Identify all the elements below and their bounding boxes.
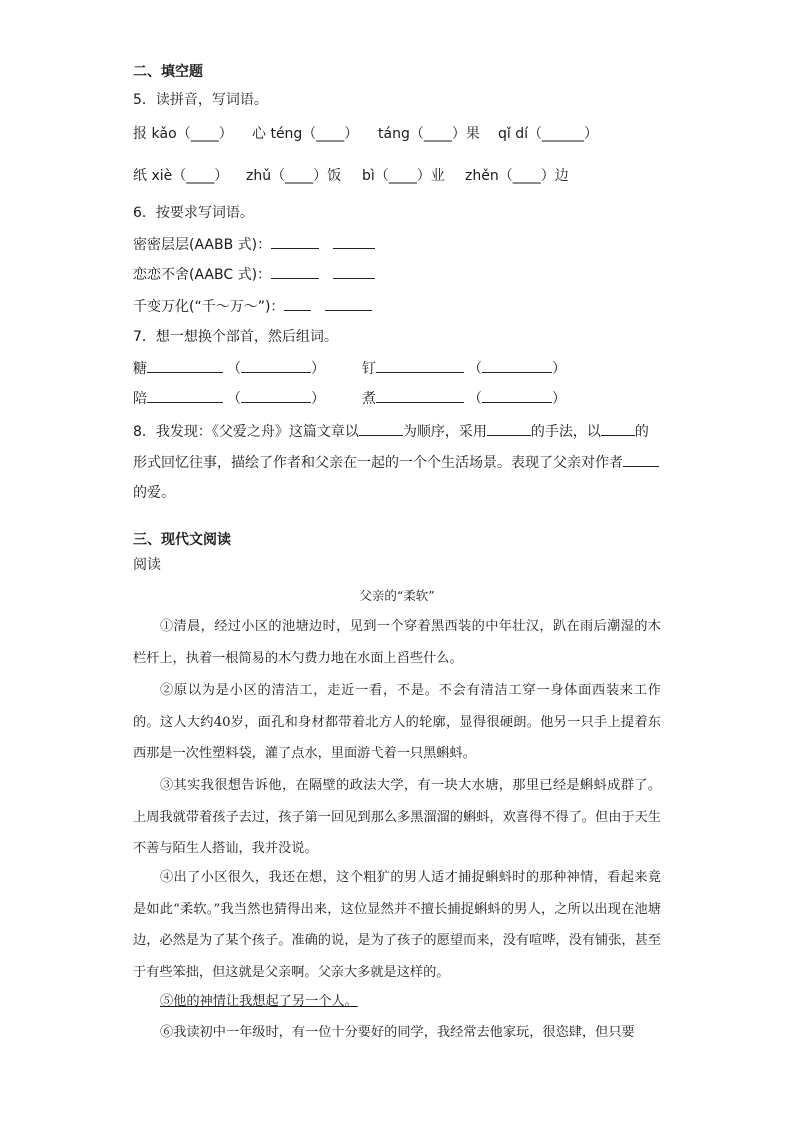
question-5-prompt: 5．读拼音，写词语。	[133, 92, 268, 108]
article-paragraph-2: ②原以为是小区的清洁工，走近一看，不是。不会有清洁工穿一身体面西装来工作的。这人大约40岁，面孔和身材都带着北方人的轮廓，显得很硬朗。他另一只手上提着东西那是一次性塑料袋，灌了点水，里面游弋着一只黑蝌蚪。	[133, 683, 661, 761]
question-6-prompt: 6．按要求写词语。	[133, 205, 254, 221]
q7-item-3	[133, 388, 325, 409]
q6-item-1	[133, 234, 375, 255]
paren-close: ）	[552, 361, 566, 377]
paren-open: （	[468, 391, 482, 407]
q5-item-6: zhǔ（____）饭	[246, 168, 342, 184]
q8-text-c: 的手法，以	[530, 424, 601, 440]
article-paragraph-3: ③其实我很想告诉他，在隔壁的政法大学，有一块大水塘，那里已经是蝌蚪成群了。上周我就带着孩子去过，孩子第一回见到那么多黑溜溜的蝌蚪，欢喜得不得了。但由于天生不善与陌生人搭讪，我并没说。	[133, 778, 661, 856]
answer-blank[interactable]	[271, 264, 319, 279]
section-heading-fill-blank: 二、填空题	[133, 64, 203, 80]
q8-line-1	[133, 421, 649, 442]
answer-blank[interactable]	[271, 234, 319, 249]
q5-item-4: qǐ dí（______）	[498, 126, 599, 142]
q7-char: 煮	[362, 391, 376, 407]
q6-item-2	[133, 264, 375, 285]
article-paragraph-5: ⑤他的神情让我想起了另一个人。	[160, 994, 358, 1009]
q7-char: 陪	[133, 391, 147, 407]
q7-item-2	[362, 358, 566, 379]
answer-blank[interactable]	[333, 234, 375, 249]
q8-text-d: 的	[634, 424, 649, 440]
paren-close: ）	[311, 391, 325, 407]
q5-item-5: 纸 xiè（____）	[133, 168, 229, 184]
q5-item-1: 报 kǎo（____）	[133, 126, 233, 142]
q5-item-3: táng（____）果	[378, 126, 480, 142]
q8-text-b: 为顺序，采用	[402, 424, 487, 440]
answer-blank[interactable]	[284, 296, 311, 311]
q8-text-e: 形式回忆往事，描绘了作者和父亲在一起的一个个生活场景。表现了父亲对作者	[133, 455, 623, 471]
answer-blank[interactable]	[482, 388, 552, 403]
q7-item-1	[133, 358, 325, 379]
section-heading-reading: 三、现代文阅读	[133, 532, 231, 548]
paren-open: （	[468, 361, 482, 377]
q5-item-8: zhěn（____）边	[465, 168, 569, 184]
q8-text-a: 8．我发现：《父爱之舟》这篇文章以	[133, 424, 359, 440]
paren-open: （	[227, 391, 241, 407]
answer-blank[interactable]	[359, 421, 403, 436]
answer-blank[interactable]	[325, 296, 372, 311]
q5-item-2: 心 téng（____）	[252, 126, 359, 142]
answer-blank[interactable]	[241, 358, 311, 373]
answer-blank[interactable]	[376, 388, 464, 403]
paren-close: ）	[311, 361, 325, 377]
answer-blank[interactable]	[601, 421, 635, 436]
question-7-prompt: 7．想一想换个部首，然后组词。	[133, 329, 338, 345]
q8-line-3: 的爱。	[133, 485, 175, 501]
q8-line-2	[133, 452, 659, 473]
paren-open: （	[227, 361, 241, 377]
answer-blank[interactable]	[147, 388, 223, 403]
answer-blank[interactable]	[241, 388, 311, 403]
q7-char: 钉	[362, 361, 376, 377]
article-paragraph-1: ①清晨，经过小区的池塘边时，见到一个穿着黑西装的中年壮汉，趴在雨后潮湿的木栏杆上，执着一根简易的木勺费力地在水面上舀些什么。	[133, 619, 661, 666]
article-paragraph-4: ④出了小区很久，我还在想，这个粗犷的男人适才捕捉蝌蚪时的那种神情，看起来竟是如此“柔软。”我当然也猜得出来，这位显然并不擅长捕捉蝌蚪的男人，之所以出现在池塘边，必然是为了某个孩子。准确的说，是为了孩子的愿望而来，没有喧哗，没有铺张，甚至于有些笨拙，但这就是父亲啊。父亲大多就是这样的。	[133, 870, 661, 980]
q6-item-2-label: 恋恋不舍(AABC 式)：	[133, 267, 272, 283]
paren-close: ）	[552, 391, 566, 407]
answer-blank[interactable]	[147, 358, 223, 373]
answer-blank[interactable]	[333, 264, 375, 279]
q6-item-1-label: 密密层层(AABB 式)：	[133, 237, 272, 253]
answer-blank[interactable]	[487, 421, 531, 436]
q6-item-3	[133, 296, 372, 317]
answer-blank[interactable]	[376, 358, 464, 373]
q7-item-4	[362, 388, 566, 409]
article-paragraph-6: ⑥我读初中一年级时，有一位十分要好的同学，我经常去他家玩，很恣肆，但只要	[160, 1025, 635, 1040]
q7-char: 糖	[133, 361, 147, 377]
article-title: 父亲的“柔软”	[359, 588, 435, 603]
reading-subheading: 阅读	[133, 557, 161, 573]
answer-blank[interactable]	[482, 358, 552, 373]
q6-item-3-label: 千变万化(“千～万～”)：	[133, 299, 285, 315]
answer-blank[interactable]	[623, 452, 659, 467]
q5-item-7: bì（____）业	[362, 168, 445, 184]
